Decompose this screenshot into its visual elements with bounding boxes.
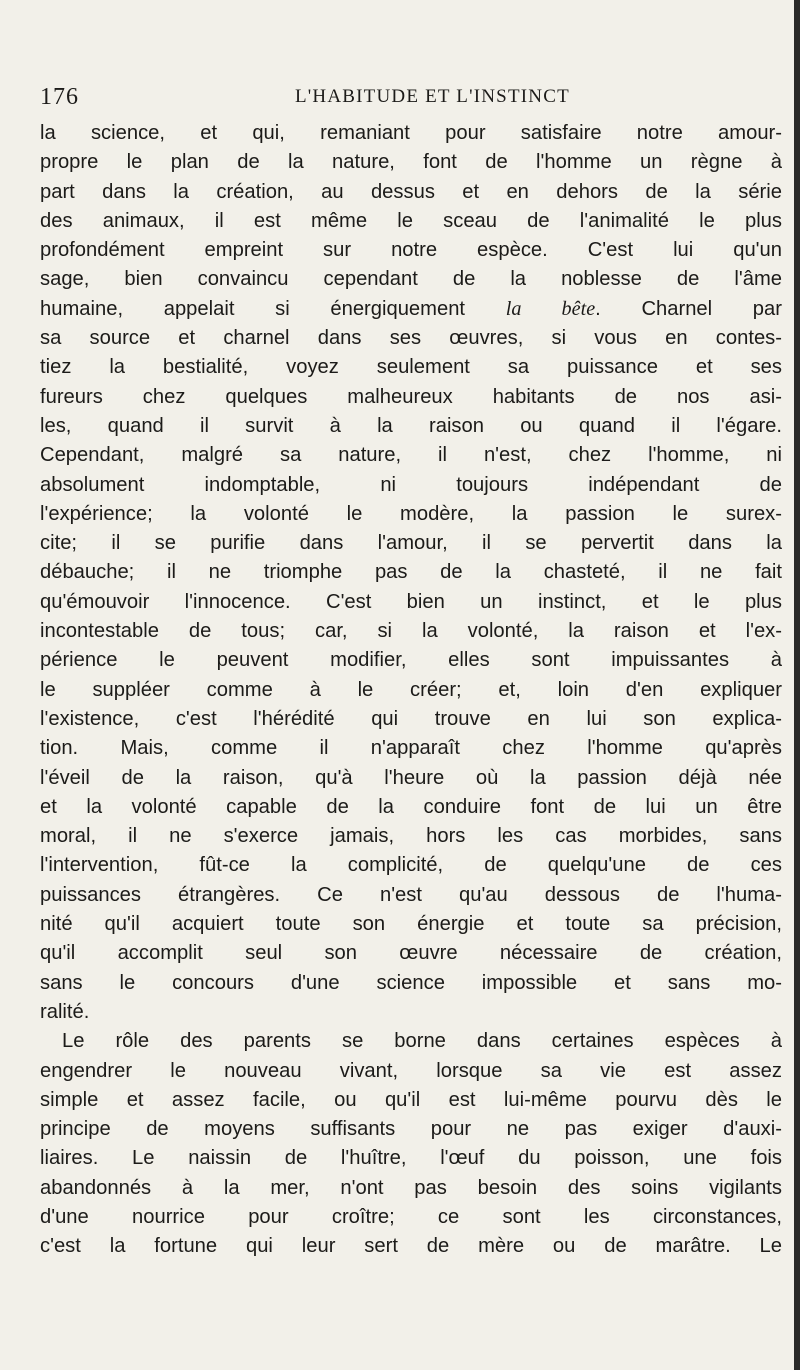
text-line: le suppléer comme à le créer; et, loin d'en expliquer [40, 678, 782, 701]
text-line: sage, bien convaincu cependant de la noblesse de l'âme [40, 268, 782, 291]
text-line: tion. Mais, comme il n'apparaît chez l'homme qu'après [40, 737, 782, 760]
text-line: qu'il accomplit seul son œuvre nécessaire de création, [40, 942, 782, 965]
text-line: nité qu'il acquiert toute son énergie et toute sa précision, [40, 913, 782, 936]
text-line: principe de moyens suffisants pour ne pas exiger d'auxi- [40, 1118, 782, 1141]
page-edge-shadow [794, 0, 800, 1370]
text-line: Cependant, malgré sa nature, il n'est, chez l'homme, ni [40, 444, 782, 467]
text-line: l'expérience; la volonté le modère, la passion le surex- [40, 502, 782, 525]
text-line: simple et assez facile, ou qu'il est lui-même pourvu dès le [40, 1088, 782, 1111]
text-line: d'une nourrice pour croître; ce sont les circonstances, [40, 1205, 782, 1228]
text-line: fureurs chez quelques malheureux habitants de nos asi- [40, 385, 782, 408]
text-line: périence le peuvent modifier, elles sont impuissantes à [40, 649, 782, 672]
text-line: l'éveil de la raison, qu'à l'heure où la passion déjà née [40, 766, 782, 789]
text-line: la science, et qui, remaniant pour satisfaire notre amour- [40, 122, 782, 144]
text-line: des animaux, il est même le sceau de l'animalité le plus [40, 209, 782, 232]
text-line: liaires. Le naissin de l'huître, l'œuf du poisson, une fois [40, 1147, 782, 1170]
text-line: puissances étrangères. Ce n'est qu'au dessous de l'huma- [40, 883, 782, 906]
text-line: c'est la fortune qui leur sert de mère ou de marâtre. Le [40, 1235, 782, 1258]
paragraph [40, 119, 782, 1027]
text-line: part dans la création, au dessus et en dehors de la série [40, 180, 782, 203]
text-line: ralité. [40, 1000, 90, 1023]
text-line: incontestable de tous; car, si la volonté, la raison et l'ex- [40, 620, 782, 643]
text-line: propre le plan de la nature, font de l'homme un règne à [40, 151, 782, 174]
italic-phrase: la bête [505, 297, 596, 320]
text-line: moral, il ne s'exerce jamais, hors les cas morbides, sans [40, 825, 782, 848]
text-line: cite; il se purifie dans l'amour, il se pervertit dans la [40, 532, 782, 555]
text-line: et la volonté capable de la conduire font de lui un être [40, 795, 782, 818]
page-header [40, 84, 780, 114]
text-line: humaine, appelait si énergiquement la bête. Charnel par [40, 297, 782, 320]
text-line: abandonnés à la mer, n'ont pas besoin des soins vigilants [40, 1176, 782, 1199]
text-line: sans le concours d'une science impossible et sans mo- [40, 971, 782, 994]
text-line: l'intervention, fût-ce la complicité, de quelqu'une de ces [40, 854, 782, 877]
paragraph [40, 1027, 782, 1261]
text-line: les, quand il survit à la raison ou quand il l'égare. [40, 414, 782, 437]
text-line: absolument indomptable, ni toujours indépendant de [40, 473, 782, 496]
text-line: l'existence, c'est l'hérédité qui trouve en lui son explica- [40, 707, 782, 730]
body-text [40, 119, 782, 1262]
text-line: qu'émouvoir l'innocence. C'est bien un instinct, et le plus [40, 590, 782, 613]
text-line: engendrer le nouveau vivant, lorsque sa vie est assez [40, 1059, 782, 1082]
page-number: 176 [40, 84, 79, 110]
text-line: tiez la bestialité, voyez seulement sa puissance et ses [40, 356, 782, 379]
text-line: Le rôle des parents se borne dans certaines espèces à [62, 1030, 782, 1053]
text-line: débauche; il ne triomphe pas de la chasteté, il ne fait [40, 561, 782, 584]
running-head: L'HABITUDE ET L'INSTINCT [295, 86, 570, 107]
text-line: sa source et charnel dans ses œuvres, si vous en contes- [40, 327, 782, 350]
text-line: profondément empreint sur notre espèce. C'est lui qu'un [40, 239, 782, 262]
